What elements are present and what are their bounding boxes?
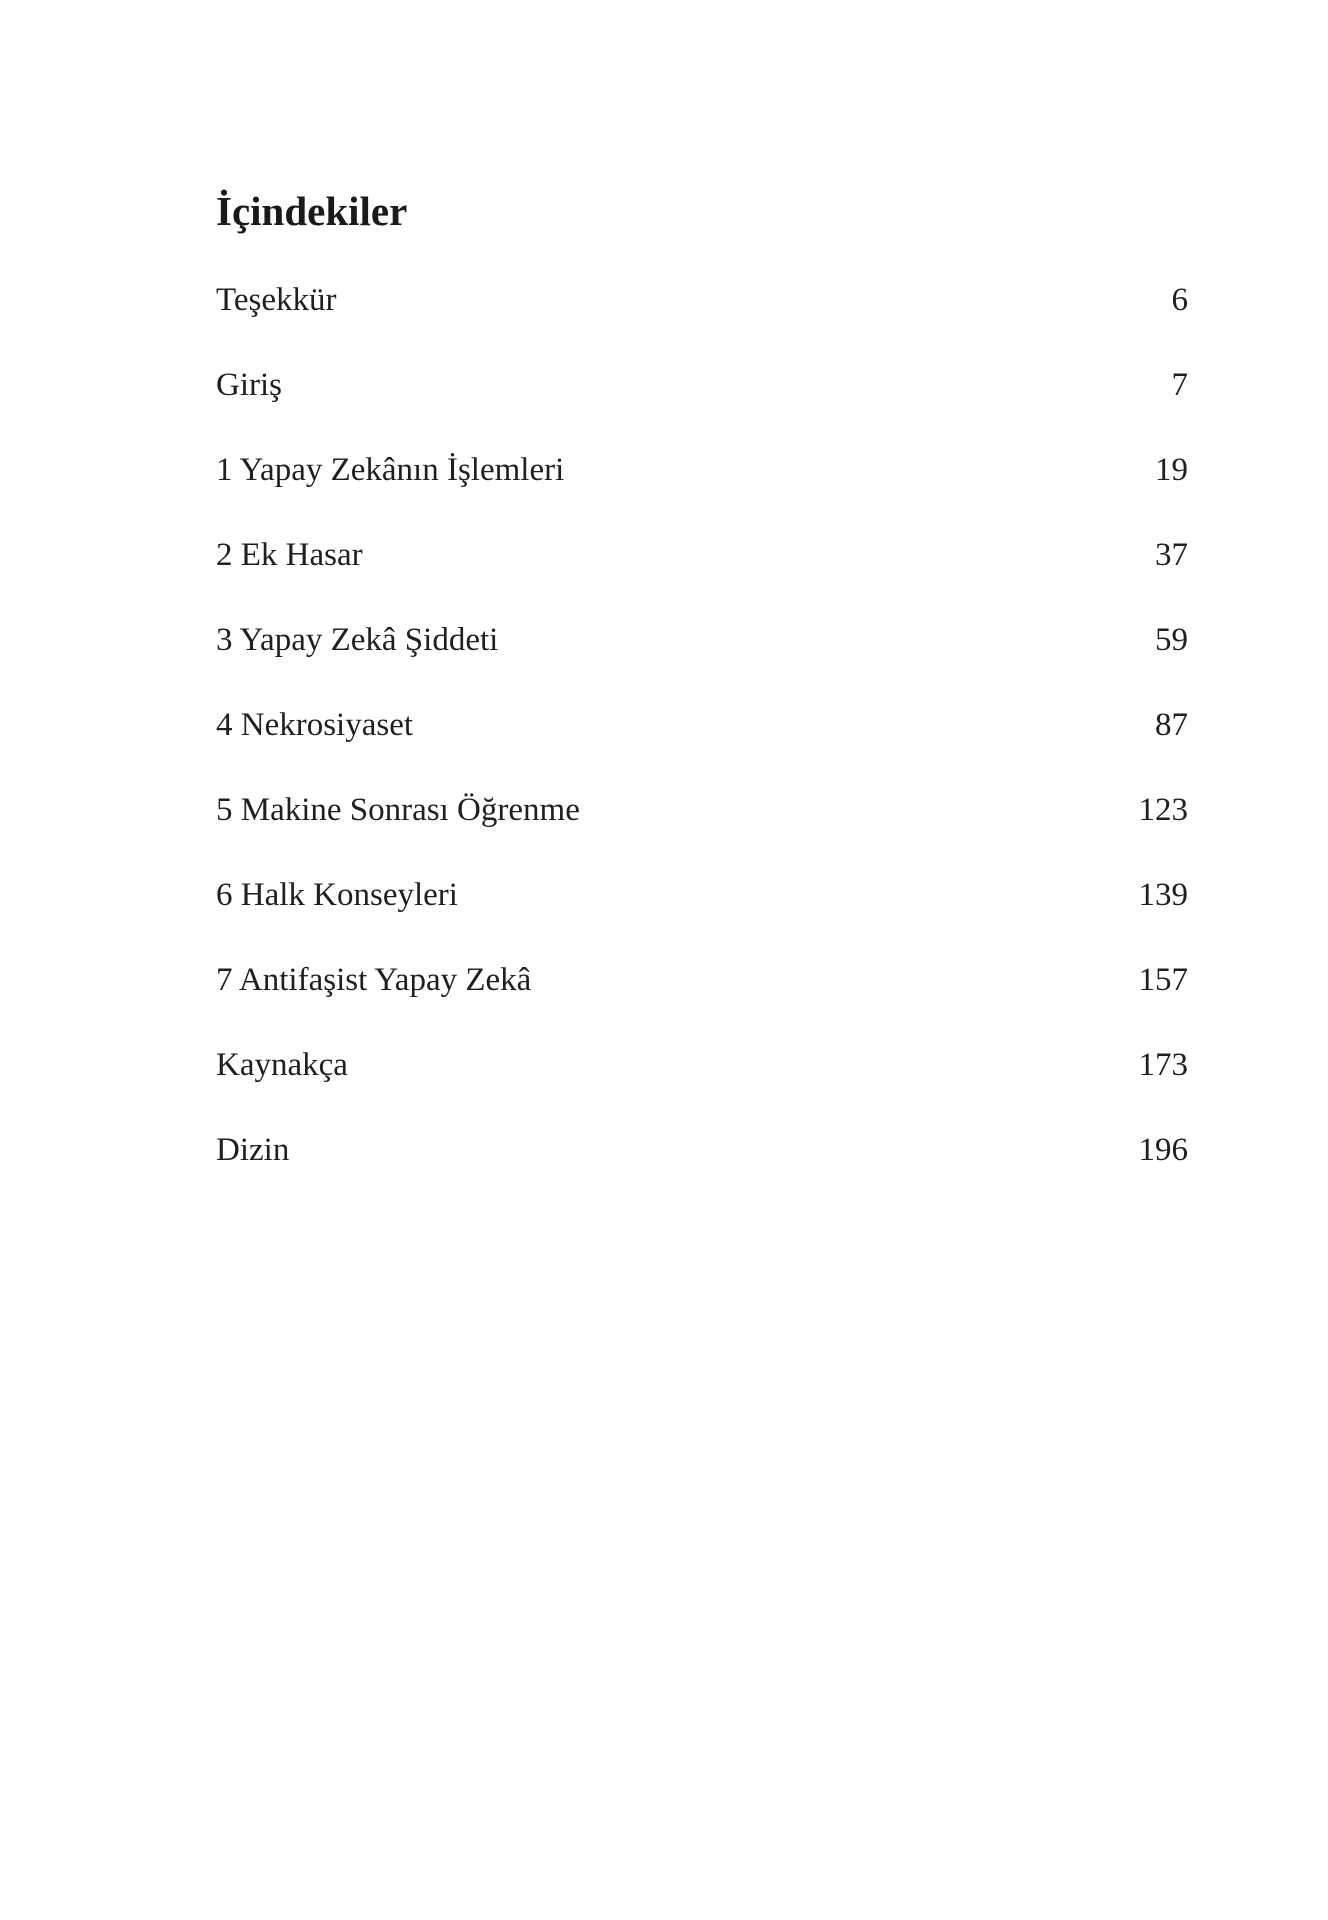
toc-entry-page-number: 139 (1138, 877, 1188, 913)
toc-entry-title: Kaynakça (216, 1047, 348, 1083)
toc-entry-title: 7 Antifaşist Yapay Zekâ (216, 962, 532, 998)
toc-entry-chapter-4 (216, 697, 1188, 782)
toc-entry-dizin (216, 1122, 1188, 1207)
toc-entry-title: 4 Nekrosiyaset (216, 707, 414, 743)
toc-entry-chapter-7 (216, 952, 1188, 1037)
toc-entry-page-number: 7 (1171, 367, 1188, 403)
toc-entry-page-number: 19 (1155, 452, 1188, 488)
toc-entry-title: Giriş (216, 367, 282, 403)
toc-entry-title: 1 Yapay Zekânın İşlemleri (216, 452, 565, 488)
toc-entry-title: Dizin (216, 1132, 290, 1168)
toc-entry-title: 2 Ek Hasar (216, 537, 363, 573)
toc-entry-title: 3 Yapay Zekâ Şiddeti (216, 622, 499, 658)
toc-entry-chapter-2 (216, 527, 1188, 612)
toc-entry-page-number: 173 (1138, 1047, 1188, 1083)
toc-title: İçindekiler (216, 188, 408, 234)
toc-entry-tesekkur (216, 272, 1188, 357)
toc-entry-chapter-3 (216, 612, 1188, 697)
toc-entry-chapter-1 (216, 442, 1188, 527)
toc-entry-title: 6 Halk Konseyleri (216, 877, 458, 913)
toc-entry-page-number: 123 (1138, 792, 1188, 828)
toc-entry-title: 5 Makine Sonrası Öğrenme (216, 792, 580, 828)
toc-entry-chapter-5 (216, 782, 1188, 867)
toc-entry-title: Teşekkür (216, 282, 337, 318)
toc-list (216, 272, 1188, 1207)
toc-entry-page-number: 157 (1138, 962, 1188, 998)
toc-entry-page-number: 59 (1155, 622, 1188, 658)
toc-entry-page-number: 87 (1155, 707, 1188, 743)
toc-entry-page-number: 196 (1138, 1132, 1188, 1168)
toc-entry-kaynakca (216, 1037, 1188, 1122)
toc-entry-giris (216, 357, 1188, 442)
toc-entry-page-number: 6 (1171, 282, 1188, 318)
toc-entry-chapter-6 (216, 867, 1188, 952)
toc-entry-page-number: 37 (1155, 537, 1188, 573)
